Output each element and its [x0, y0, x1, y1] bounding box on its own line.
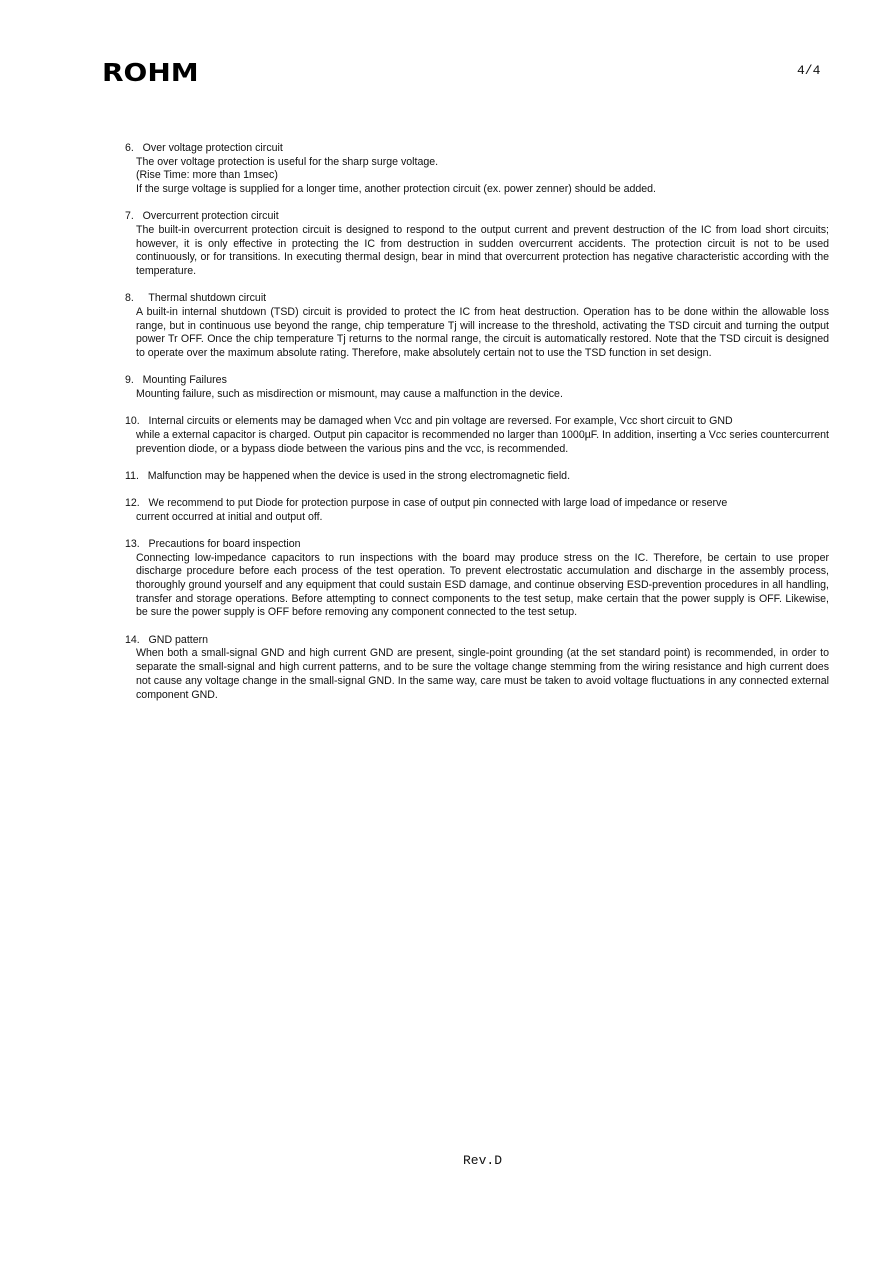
section-heading: 7. Overcurrent protection circuit — [125, 210, 279, 223]
text-line: If the surge voltage is supplied for a longer time, another protection circuit (ex. power zenner) should be added. — [136, 183, 656, 196]
section-12 — [125, 497, 829, 524]
page-number: 4/4 — [797, 63, 821, 78]
text-line: The over voltage protection is useful for the sharp surge voltage. — [136, 155, 439, 168]
section-text: Connecting low-impedance capacitors to run inspections with the board may produce stress on the IC. Therefore, be certain to use proper discharge procedure before each process of the test operation. To prevent electrostatic accumulation and discharge in the assembly process, thoroughly ground yourself and any equipment that could sustain ESD damage, and continue observing ESD-prevention procedures in all handling, transfer and storage operations. Before attempting to connect components to the test setup, make certain that the power supply is OFF. Likewise, be sure the power supply is OFF before removing any component connected to the test setup. — [136, 551, 829, 619]
section-text — [125, 156, 829, 197]
section-heading: 9. Mounting Failures — [125, 374, 227, 387]
section-7 — [125, 210, 829, 279]
section-heading: 10. Internal circuits or elements may be damaged when Vcc and pin voltage are reversed. For example, Vcc short circuit to GND — [125, 415, 733, 428]
section-10 — [125, 415, 829, 456]
section-9 — [125, 374, 829, 401]
section-heading: 12. We recommend to put Diode for protection purpose in case of output pin connected with large load of impedance or reserve — [125, 497, 728, 510]
section-text: Mounting failure, such as misdirection or mismount, may cause a malfunction in the device. — [136, 388, 563, 401]
section-text: When both a small-signal GND and high current GND are present, single-point grounding (at the set standard point) is recommended, in order to separate the small-signal and high current patterns, and to be sure the voltage change stemming from the wiring resistance and high current does not cause any voltage change in the small-signal GND. In the same way, care must be taken to avoid voltage fluctuations in any connected external component GND. — [136, 647, 829, 701]
section-heading: 13. Precautions for board inspection — [125, 537, 301, 550]
section-heading: 14. GND pattern — [125, 633, 209, 646]
section-text: while a external capacitor is charged. Output pin capacitor is recommended no larger than 1000µF. In addition, inserting a Vcc series countercurrent prevention diode, or a bypass diode between the various pins and the vcc, is recommended. — [136, 428, 829, 455]
section-heading: 8. Thermal shutdown circuit — [125, 292, 267, 305]
text-line: (Rise Time: more than 1msec) — [136, 169, 278, 182]
section-text: A built-in internal shutdown (TSD) circuit is provided to protect the IC from heat destruction. Operation has to be done within the allowable loss range, but in continuous use beyond the range, chip temperature Tj will increase to the threshold, activating the TSD circuit and turning the output power Tr OFF. Once the chip temperature Tj returns to the normal range, the circuit is automatically restored. Note that the TSD circuit is designed to operate over the maximum absolute rating. Therefore, make absolutely certain not to use the TSD function in set design. — [136, 306, 829, 360]
revision-label: Rev.D — [463, 1153, 503, 1168]
section-text: The built-in overcurrent protection circuit is designed to respond to the output current and prevent destruction of the IC from load short circuits; however, it is only effective in protecting the IC from destruction in sudden overcurrent accidents. The protection circuit is not to be used continuously, or for transitions. In executing thermal design, bear in mind that overcurrent protection has negative characteristic according with the temperature. — [136, 224, 829, 278]
section-heading: 6. Over voltage protection circuit — [125, 142, 283, 154]
section-heading: 11. Malfunction may be happened when the device is used in the strong electromagnetic field. — [125, 469, 571, 482]
section-text: current occurred at initial and output off. — [136, 510, 323, 523]
section-11 — [125, 470, 829, 484]
section-13 — [125, 538, 829, 620]
rohm-logo: ROHM — [102, 58, 199, 87]
section-6 — [125, 142, 829, 197]
document-body — [125, 142, 829, 716]
section-8 — [125, 292, 829, 361]
section-14 — [125, 634, 829, 703]
